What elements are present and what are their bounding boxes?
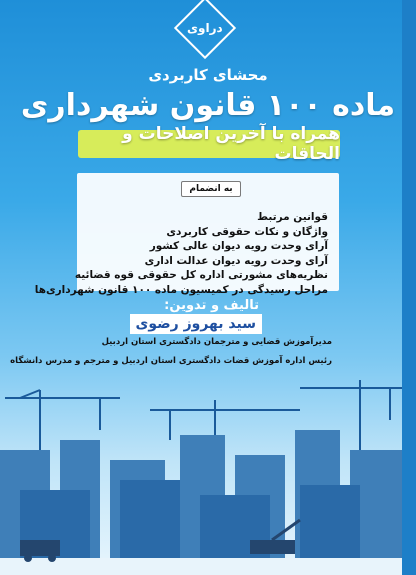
author-name: سید بهروز رضوی [130,314,262,334]
ground [0,558,416,575]
book-title: ماده ۱۰۰ قانون شهرداری [20,88,396,123]
list-item: آرای وحدت رویه دیوان عالی کشور [149,240,328,252]
city-construction-illustration [0,380,416,575]
list-item: نظریه‌های مشورتی اداره کل حقوقی قوه قضائیه [74,269,328,281]
cover-spine-edge [402,0,416,575]
publisher-logo-text: دراوی [187,20,223,35]
author-role: مدیرآموزش قضایی و مترجمان دادگستری استان اردبیل [101,337,332,347]
list-item: مراحل رسیدگی در کمیسیون ماده ۱۰۰ قانون شهرداری‌ها [34,283,328,296]
book-subtitle: محشای کاربردی [148,66,268,84]
publisher-logo [174,0,236,59]
list-item: آرای وحدت رویه دیوان عدالت اداری [144,254,328,267]
list-item: قوانین مرتبط [257,211,328,223]
author-label: تالیف و تدوین: [164,298,259,313]
author-role: رئیس اداره آموزش قضات دادگستری استان اردبیل و مترجم و مدرس دانشگاه [10,356,332,366]
edition-banner-text: همراه با آخرین اصلاحات و الحاقات [122,124,340,164]
annex-label: به انضمام [181,181,241,197]
annex-list [34,210,328,297]
edition-banner [78,124,340,164]
list-item: واژگان و نکات حقوقی کاربردی [166,225,328,238]
